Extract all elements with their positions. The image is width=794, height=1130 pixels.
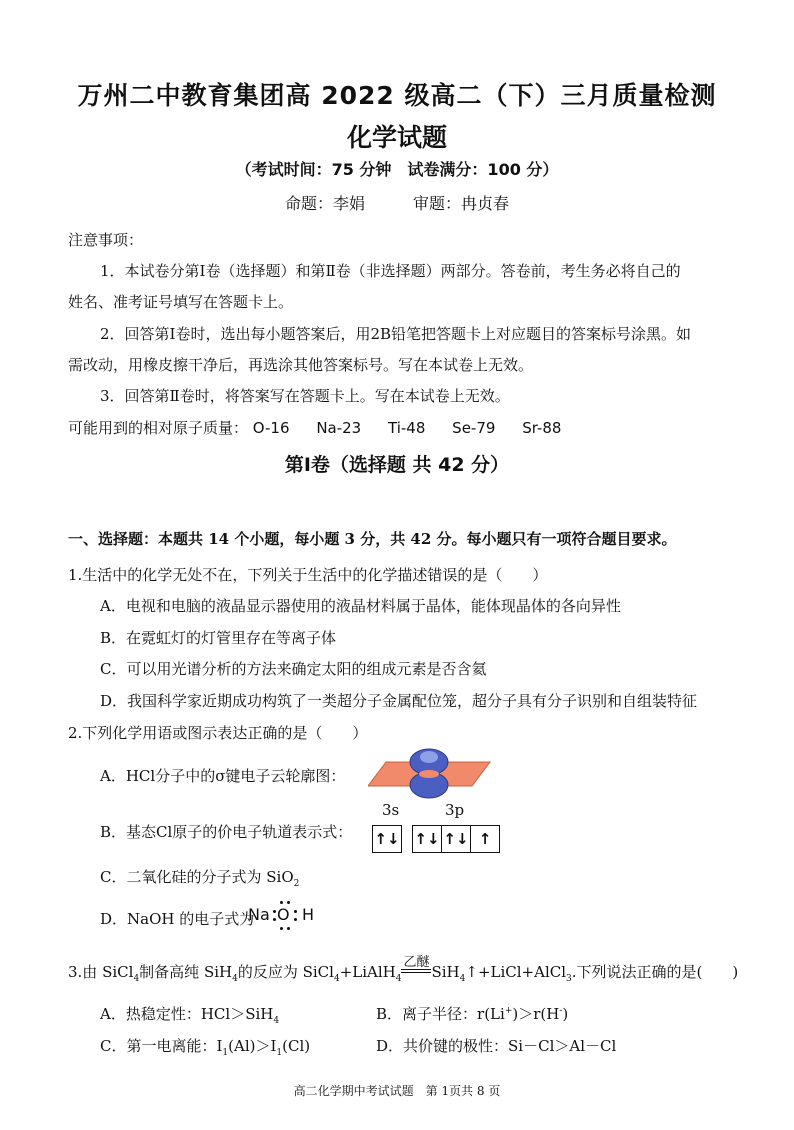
q3-option-b bbox=[376, 1003, 568, 1024]
q3-sub: 4 bbox=[333, 974, 340, 984]
section-1-title: 第Ⅰ卷（选择题 共 42 分） bbox=[284, 454, 510, 476]
q2-option-b: B．基态Cl原子的价电子轨道表示式： bbox=[100, 823, 353, 841]
exam-info: （考试时间：75 分钟 试卷满分：100 分） bbox=[235, 160, 559, 179]
atomic-mass-ti: Ti-48 bbox=[388, 419, 426, 437]
reaction-condition bbox=[401, 955, 431, 977]
q3-stem-part: 制备高纯 SiH bbox=[139, 963, 233, 981]
q3-option-b-text: B．离子半径：r(Li bbox=[376, 1005, 505, 1023]
q2-option-c-sub: 2 bbox=[293, 879, 300, 889]
q2-option-c-text: C．二氧化硅的分子式为 SiO bbox=[100, 868, 294, 886]
atomic-mass-se: Se-79 bbox=[452, 419, 496, 437]
orbital-3p-cell-1: ↑↓ bbox=[412, 825, 442, 853]
q3-stem-part: 的反应为 SiCl bbox=[237, 963, 334, 981]
orbital-3p-cell-3: ↑ bbox=[471, 825, 500, 853]
atomic-mass-na: Na-23 bbox=[316, 419, 362, 437]
q3-option-c-text: (Cl) bbox=[282, 1037, 311, 1055]
q2-option-d-text: D．NaOH 的电子式为 bbox=[100, 910, 255, 928]
notice-item-1-line-1: 1．本试卷分第Ⅰ卷（选择题）和第Ⅱ卷（非选择题）两部分。答卷前，考生务必将自己的 bbox=[100, 262, 681, 280]
atomic-mass-o: O-16 bbox=[252, 419, 290, 437]
q3-sub: 4 bbox=[395, 974, 402, 984]
q3-option-a-sub: 4 bbox=[273, 1016, 280, 1026]
q3-sub: 4 bbox=[459, 974, 466, 984]
reaction-condition-label: 乙醚 bbox=[403, 955, 430, 970]
q3-option-d: D．共价键的极性：Si－Cl＞Al－Cl bbox=[376, 1037, 617, 1055]
q2-stem: 2.下列化学用语或图示表达正确的是（ ） bbox=[68, 724, 368, 742]
notice-heading: 注意事项： bbox=[68, 231, 144, 249]
atomic-mass-line bbox=[68, 417, 561, 438]
atomic-mass-label: 可能用到的相对原子质量： bbox=[68, 419, 249, 437]
q1-option-a: A．电视和电脑的液晶显示器使用的液晶材料属于晶体，能体现晶体的各向异性 bbox=[100, 597, 621, 615]
reaction-equals-sign bbox=[401, 969, 431, 973]
notice-item-3: 3．回答第Ⅱ卷时，将答案写在答题卡上。写在本试卷上无效。 bbox=[100, 387, 510, 405]
q3-option-b-text: )＞r(H bbox=[512, 1005, 560, 1023]
q3-stem-part: +LiAlH bbox=[339, 963, 396, 981]
part-1-heading: 一、选择题：本题共 14 个小题，每小题 3 分，共 42 分。每小题只有一项符合题目要求。 bbox=[68, 530, 677, 548]
electron-formula-h: H bbox=[302, 905, 315, 924]
orbital-3p-label: 3p bbox=[445, 801, 465, 819]
notice-item-2-line-2: 需改动，用橡皮擦干净后，再选涂其他答案标号。写在本试卷上无效。 bbox=[68, 356, 534, 374]
q1-stem: 1.生活中的化学无处不在，下列关于生活中的化学描述错误的是（ ） bbox=[68, 566, 548, 584]
orbital-3s-box bbox=[372, 825, 402, 853]
exam-title: 万州二中教育集团高 2022 级高二（下）三月质量检测 bbox=[77, 81, 717, 110]
q3-option-c-text: (Al)＞I bbox=[228, 1037, 277, 1055]
q3-option-c-text: C．第一电离能：I bbox=[100, 1037, 223, 1055]
electron-formula-na: Na bbox=[248, 905, 270, 924]
q3-stem-part: SiH bbox=[431, 963, 460, 981]
electron-formula-o: O bbox=[277, 905, 290, 924]
q2-option-c bbox=[100, 866, 299, 889]
orbital-3s-label: 3s bbox=[382, 801, 400, 819]
q3-option-c-sub: 1 bbox=[276, 1048, 283, 1058]
exam-authors: 命题：李娟 审题：冉贞春 bbox=[284, 194, 509, 213]
q3-sub: 4 bbox=[133, 974, 140, 984]
notice-item-1-line-2: 姓名、准考证号填写在答题卡上。 bbox=[68, 293, 294, 311]
orbital-3s-cell: ↑↓ bbox=[372, 825, 402, 853]
subject-title: 化学试题 bbox=[346, 123, 447, 152]
q2-option-d bbox=[100, 908, 254, 929]
q1-option-d: D．我国科学家近期成功构筑了一类超分子金属配位笼，超分子具有分子识别和自组装特征 bbox=[100, 692, 698, 710]
orbital-3p-box bbox=[412, 825, 500, 853]
notice-item-2-line-1: 2．回答第Ⅰ卷时，选出每小题答案后，用2B铅笔把答题卡上对应题目的答案标号涂黑。如 bbox=[100, 325, 692, 343]
atomic-mass-sr: Sr-88 bbox=[522, 419, 562, 437]
orbital-3p-cell-2: ↑↓ bbox=[442, 825, 471, 853]
q3-option-a bbox=[100, 1003, 279, 1026]
q2-option-a: A．HCl分子中的σ键电子云轮廓图： bbox=[100, 767, 346, 785]
q3-sub: 4 bbox=[232, 974, 238, 984]
q3-stem-part: .下列说法正确的是( ) bbox=[571, 963, 739, 981]
q1-option-c: C．可以用光谱分析的方法来确定太阳的组成元素是否含氦 bbox=[100, 660, 487, 678]
q3-stem-part: ↑+LiCl+AlCl bbox=[465, 963, 567, 981]
q3-option-b-sup: - bbox=[559, 1006, 563, 1016]
page-footer: 高二化学期中考试试题 第 1页共 8 页 bbox=[293, 1084, 501, 1098]
q3-option-b-text: ) bbox=[562, 1005, 569, 1023]
q3-sub: 3 bbox=[566, 974, 572, 984]
q3-option-c bbox=[100, 1035, 310, 1058]
q3-option-b-sup: + bbox=[504, 1006, 513, 1016]
q3-stem-part: 3.由 SiCl bbox=[68, 963, 134, 981]
q3-stem bbox=[68, 955, 739, 984]
q1-option-b: B．在霓虹灯的灯管里存在等离子体 bbox=[100, 629, 337, 647]
q3-option-a-text: A．热稳定性：HCl＞SiH bbox=[100, 1005, 274, 1023]
q3-option-c-sub: 1 bbox=[222, 1048, 229, 1058]
